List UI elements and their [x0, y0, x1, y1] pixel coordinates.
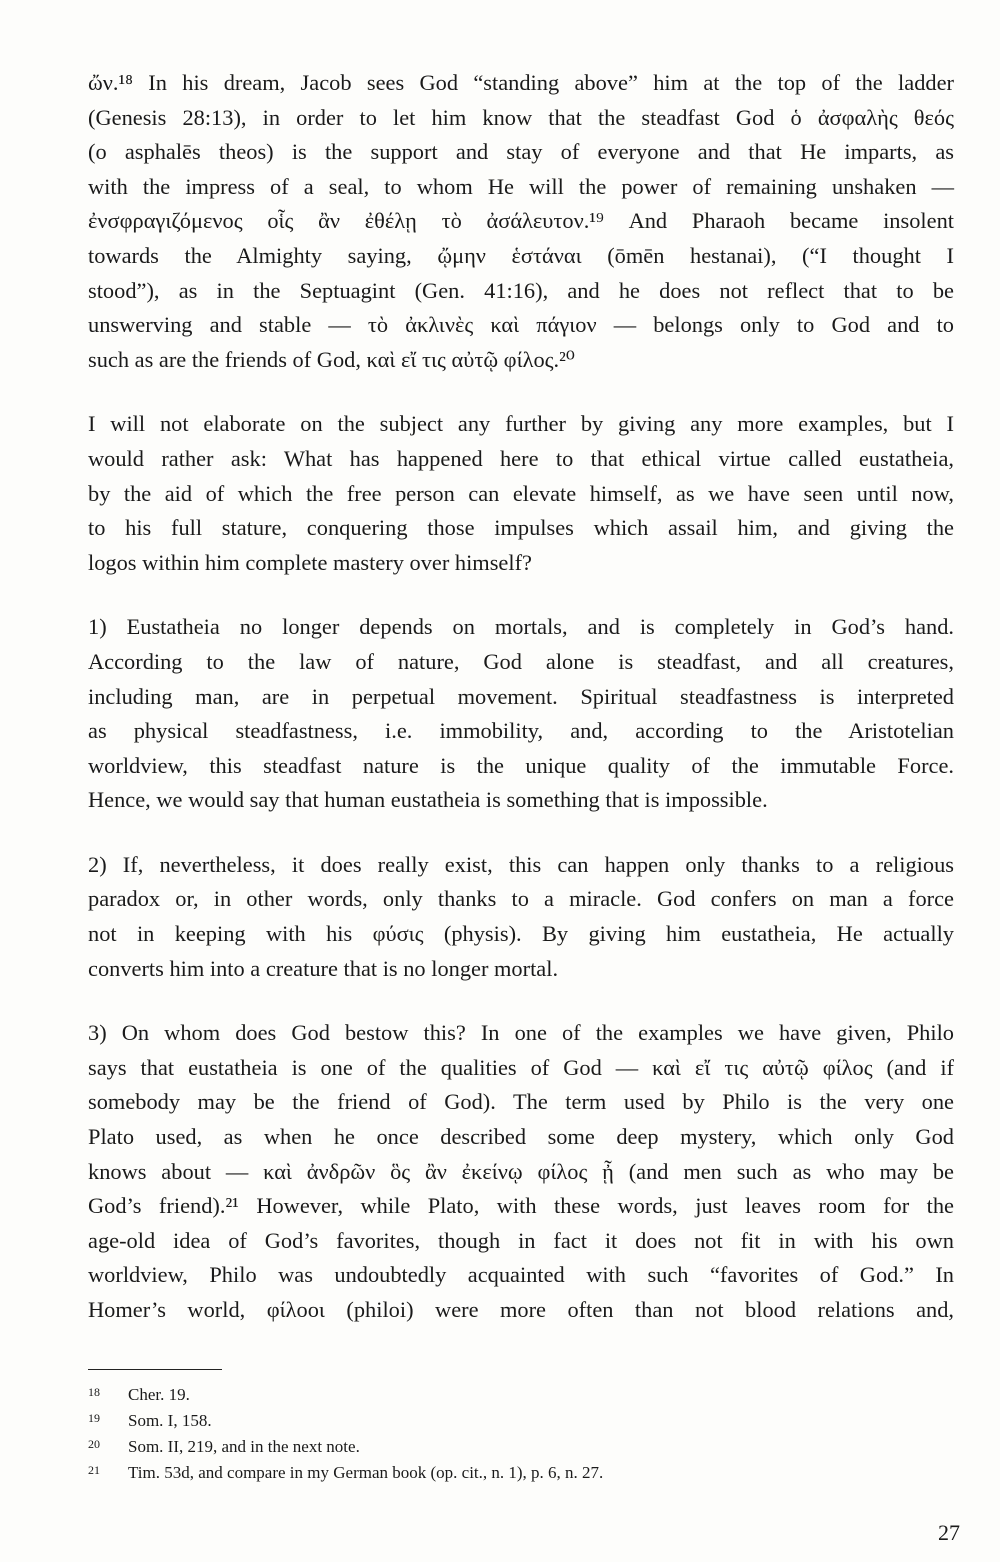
- text-line: According to the law of nature, God alone is steadfast, and all creatures,: [88, 648, 954, 674]
- page-number: 27: [938, 1520, 960, 1545]
- footnote-text: Cher. 19.: [128, 1385, 190, 1404]
- footnote-text: Som. II, 219, and in the next note.: [128, 1437, 360, 1456]
- text-line: Hence, we would say that human eustatheia is something that is impossible.: [88, 787, 768, 813]
- text-line: God’s friend).²¹ However, while Plato, with these words, just leaves room for the: [88, 1193, 954, 1219]
- text-line: by the aid of which the free person can elevate himself, as we have seen until now,: [88, 480, 954, 506]
- text-line: towards the Almighty saying, ᾤμην ἑστάναι (ōmēn hestanai), (“I thought I: [88, 242, 954, 268]
- text-line: to his full stature, conquering those impulses which assail him, and giving the: [88, 515, 954, 541]
- text-line: Homer’s world, φίλοοι (philoi) were more often than not blood relations and,: [88, 1297, 954, 1322]
- paragraph-1: [88, 66, 954, 377]
- footnote-text: Som. I, 158.: [128, 1411, 212, 1430]
- text-line: not in keeping with his φύσις (physis). By giving him eustatheia, He actually: [88, 921, 954, 947]
- text-line: 2) If, nevertheless, it does really exist, this can happen only thanks to a religious: [88, 851, 954, 877]
- text-line: (o asphalēs theos) is the support and stay of everyone and that He imparts, as: [88, 139, 954, 165]
- footnote: [88, 1434, 888, 1460]
- text-line: 3) On whom does God bestow this? In one of the examples we have given, Philo: [88, 1020, 954, 1046]
- text-line: somebody may be the friend of God). The term used by Philo is the very one: [88, 1089, 954, 1115]
- text-line: stood”), as in the Septuagint (Gen. 41:16), and he does not reflect that to be: [88, 277, 954, 303]
- paragraph-5: [88, 1016, 954, 1327]
- text-line: I will not elaborate on the subject any further by giving any more examples, but I: [88, 411, 954, 437]
- footnote-number: 19: [88, 1411, 100, 1425]
- text-line: including man, are in perpetual movement. Spiritual steadfastness is interpreted: [88, 683, 954, 709]
- text-line: paradox or, in other words, only thanks to a miracle. God confers on man a force: [88, 886, 954, 912]
- text-line: with the impress of a seal, to whom He will the power of remaining unshaken —: [88, 173, 954, 199]
- footnote-number: 21: [88, 1463, 100, 1477]
- text-line: logos within him complete mastery over himself?: [88, 549, 532, 575]
- text-line: ἐνσφραγιζόμενος οἷς ἂν ἐθέλῃ τὸ ἀσάλευτον.¹⁹ And Pharaoh became insolent: [88, 208, 954, 234]
- footnote: [88, 1460, 888, 1486]
- footnote-number: 20: [88, 1437, 100, 1451]
- text-line: 1) Eustatheia no longer depends on mortals, and is completely in God’s hand.: [88, 614, 954, 640]
- text-line: converts him into a creature that is no longer mortal.: [88, 955, 559, 981]
- body-text: [88, 66, 954, 1358]
- text-line: says that eustatheia is one of the qualities of God — καὶ εἴ τις αὐτῷ φίλος (and if: [88, 1054, 954, 1080]
- text-line: unswerving and stable — τὸ ἀκλινὲς καὶ πάγιον — belongs only to God and to: [88, 312, 954, 338]
- text-line: such as are the friends of God, καὶ εἴ τις αὐτῷ φίλος.²⁰: [88, 346, 575, 372]
- footnote: [88, 1408, 888, 1434]
- footnote-text: Tim. 53d, and compare in my German book (op. cit., n. 1), p. 6, n. 27.: [128, 1463, 604, 1482]
- text-line: Plato used, as when he once described some deep mystery, which only God: [88, 1124, 954, 1150]
- text-line: worldview, Philo was undoubtedly acquainted with such “favorites of God.” In: [88, 1262, 954, 1288]
- footnote-divider: [88, 1369, 222, 1370]
- text-line: age-old idea of God’s favorites, though in fact it does not fit in with his own: [88, 1227, 954, 1253]
- footnote-number: 18: [88, 1385, 100, 1399]
- paragraph-4: [88, 848, 954, 986]
- text-line: (Genesis 28:13), in order to let him know that the steadfast God ὁ ἀσφαλὴς θεός: [88, 104, 954, 130]
- text-line: worldview, this steadfast nature is the unique quality of the immutable Force.: [88, 752, 954, 778]
- footnotes: [88, 1382, 888, 1486]
- text-line: would rather ask: What has happened here to that ethical virtue called eustatheia,: [88, 445, 954, 471]
- text-line: as physical steadfastness, i.e. immobility, and, according to the Aristotelian: [88, 718, 954, 744]
- paragraph-2: [88, 407, 954, 580]
- text-line: knows about — καὶ ἀνδρῶν ὃς ἂν ἐκείνῳ φίλος ᾖ (and men such as who may be: [88, 1158, 954, 1184]
- footnote: [88, 1382, 888, 1408]
- paragraph-3: [88, 610, 954, 818]
- text-line: ὤν.¹⁸ In his dream, Jacob sees God “standing above” him at the top of the ladder: [88, 70, 954, 95]
